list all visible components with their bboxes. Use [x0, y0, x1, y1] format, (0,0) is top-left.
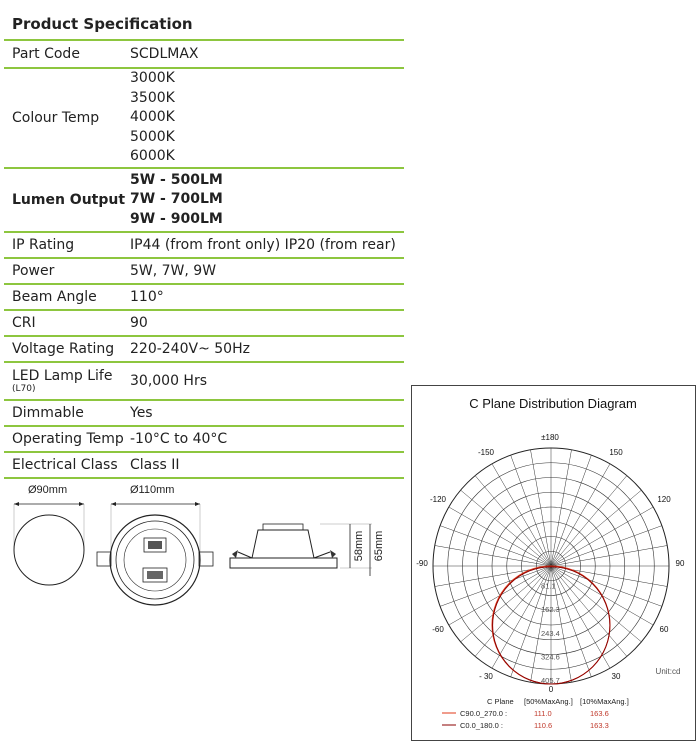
dim-cutout-label: Ø90mm [28, 484, 68, 496]
cutout-circle [14, 515, 84, 585]
row-part-code [4, 39, 404, 67]
legend-row-v50: 111.0 [534, 709, 552, 718]
lumen-item: 7W - 700LM [130, 191, 223, 208]
label-colour-temp: Colour Temp [12, 110, 100, 126]
value-beam-angle: 110° [130, 289, 164, 305]
row-colour-temp [4, 67, 404, 167]
product-specification-table [4, 6, 404, 479]
angle-label-60: 60 [659, 625, 669, 634]
legend-row-name: C90.0_270.0 : [460, 709, 508, 718]
unit-label: Unit:cd [655, 667, 681, 676]
radial-label: 243.4 [541, 628, 560, 638]
radial-label: 162.3 [541, 605, 560, 615]
angle-label-neg150: -150 [477, 448, 495, 457]
row-voltage [4, 335, 404, 361]
angle-label-top: ±180 [541, 433, 559, 442]
value-electrical-class: Class II [130, 457, 180, 473]
row-lumen-output [4, 167, 404, 231]
value-part-code: SCDLMAX [130, 46, 199, 62]
angle-label-30: 30 [611, 672, 621, 681]
colour-temp-item: 5000K [130, 128, 175, 145]
downlight-top-view [97, 515, 213, 605]
row-ip-rating [4, 231, 404, 257]
legend-row-v10: 163.3 [590, 721, 609, 730]
dimension-drawings [0, 478, 410, 618]
angle-label-neg120: -120 [429, 495, 447, 504]
row-electrical-class [4, 451, 404, 479]
label-voltage: Voltage Rating [12, 341, 115, 357]
lamp-life-label: LED Lamp Life [12, 368, 113, 384]
polar-diagram [412, 386, 695, 740]
colour-temp-item: 6000K [130, 148, 175, 165]
angle-label-90: 90 [675, 559, 685, 568]
value-voltage: 220-240V~ 50Hz [130, 341, 250, 357]
value-cri: 90 [130, 315, 148, 331]
polar-diagram-panel [411, 385, 696, 741]
polar-title: C Plane Distribution Diagram [469, 396, 637, 411]
label-beam-angle: Beam Angle [12, 289, 97, 305]
label-dimmable: Dimmable [12, 405, 84, 421]
label-cri: CRI [12, 315, 36, 331]
value-operating-temp: -10°C to 40°C [130, 431, 228, 447]
legend-row-v10: 163.6 [590, 709, 609, 718]
angle-label-150: 150 [609, 448, 623, 457]
dim-height-outer: 65mm [373, 530, 385, 562]
angle-label-neg30: - 30 [479, 672, 493, 681]
label-electrical-class: Electrical Class [12, 457, 118, 473]
radial-label: 405.7 [541, 676, 560, 685]
label-part-code: Part Code [12, 46, 80, 62]
value-colour-temp [130, 69, 404, 166]
legend-header-plane: C Plane [487, 697, 514, 706]
spec-title: Product Specification [12, 15, 193, 33]
row-cri [4, 309, 404, 335]
angle-label-0: 0 [548, 685, 554, 694]
dim-height-inner: 58mm [353, 530, 365, 562]
colour-temp-item: 4000K [130, 109, 175, 126]
angle-label-neg90: -90 [416, 559, 428, 568]
polar-legend [442, 697, 629, 730]
value-dimmable: Yes [130, 405, 153, 421]
lumen-item: 5W - 500LM [130, 171, 223, 188]
label-lumen-output: Lumen Output [12, 192, 126, 208]
radial-label: 324.6 [541, 652, 560, 662]
row-operating-temp [4, 425, 404, 451]
legend-header-10: [10%MaxAng.] [580, 697, 629, 706]
legend-row-v50: 110.6 [534, 721, 553, 730]
angle-label-neg60: -60 [432, 625, 444, 634]
row-power [4, 257, 404, 283]
lamp-life-sublabel: (L70) [12, 384, 36, 394]
label-power: Power [12, 263, 55, 279]
dim-outer-label: Ø110mm [130, 484, 175, 496]
downlight-side-view [230, 524, 337, 568]
lumen-item: 9W - 900LM [130, 210, 223, 227]
value-lumen-output [130, 171, 404, 229]
colour-temp-item: 3500K [130, 89, 175, 106]
value-ip-rating: IP44 (from front only) IP20 (from rear) [130, 237, 396, 253]
row-beam-angle [4, 283, 404, 309]
colour-temp-item: 3000K [130, 70, 175, 87]
legend-row-name: C0.0_180.0 : [460, 721, 503, 730]
angle-label-120: 120 [657, 495, 671, 504]
legend-header-50: [50%MaxAng.] [524, 697, 573, 706]
radial-label: 81.1 [541, 581, 556, 591]
value-power: 5W, 7W, 9W [130, 263, 217, 279]
row-lamp-life [4, 361, 404, 399]
value-lamp-life: 30,000 Hrs [130, 373, 208, 389]
label-operating-temp: Operating Temp [12, 431, 124, 447]
row-dimmable [4, 399, 404, 425]
label-lamp-life [4, 368, 130, 394]
label-ip-rating: IP Rating [12, 237, 75, 253]
